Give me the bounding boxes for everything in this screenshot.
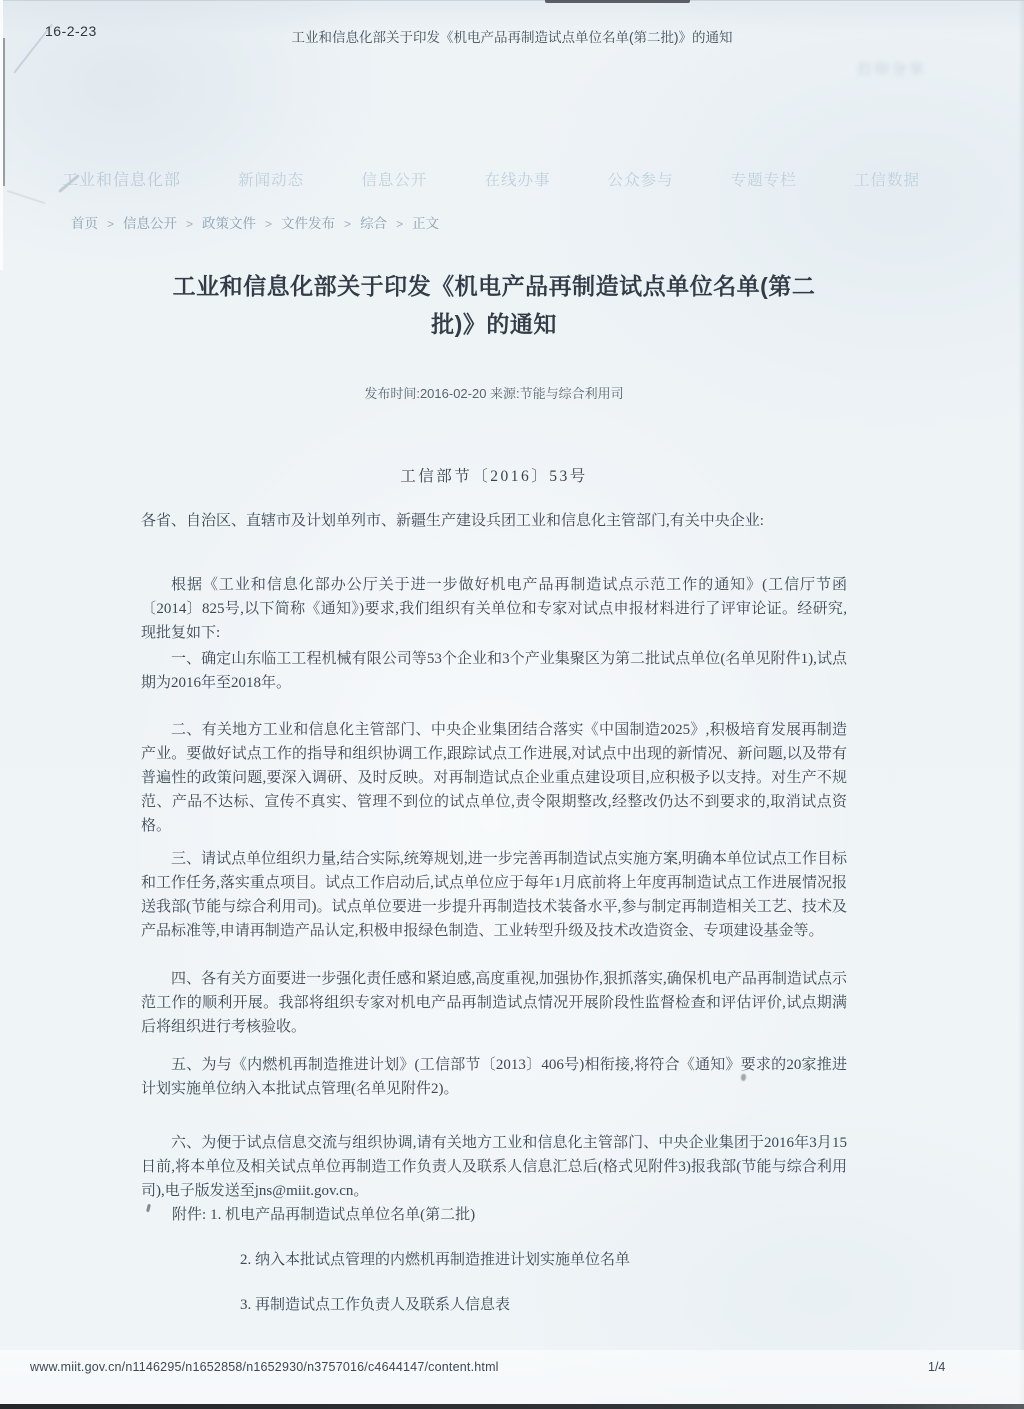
breadcrumb-separator: > [396,217,404,231]
attachments-list [141,1203,847,1317]
scan-right-edge-shadow [1018,0,1024,1409]
print-date: 16-2-23 [45,23,97,39]
scan-left-edge-line [3,38,5,186]
print-header-title: 工业和信息化部关于印发《机电产品再制造试点单位名单(第二批)》的通知 [291,30,733,45]
breadcrumb-info-disclosure[interactable]: 信息公开 [123,216,178,231]
nav-item-miit-data[interactable]: 工信数据 [853,172,920,189]
nav-item-news[interactable]: 新闻动态 [238,172,305,189]
paragraph-item-2: 二、有关地方工业和信息化主管部门、中央企业集团结合落实《中国制造2025》,积极培育发展再制造产业。要做好试点工作的指导和组织协调工作,跟踪试点工作进展,对试点中出现的新情况、新问题,以及带有普遍性的政策问题,要深入调研、及时反映。对再制造试点企业重点建设项目,应积极予以支持。对生产不规范、产品不达标、宣传不真实、管理不到位的试点单位,责令限期整改,经整改仍达不到要求的,取消试点资格。 [141,722,847,834]
breadcrumb-separator: > [186,217,194,231]
breadcrumb-home[interactable]: 首页 [71,216,98,231]
paragraph-item-6: 六、为便于试点信息交流与组织协调,请有关地方工业和信息化主管部门、中央企业集团于2016年3月15日前,将本单位及相关试点单位再制造工作负责人及联系人信息汇总后(格式见附件3)报我部(节能与综合利用司),电子版发送至jns@miit.gov.cn。 [141,1135,847,1199]
scan-crease-mark [7,190,46,204]
article-meta: 发布时间:2016-02-20 来源:节能与综合利用司 [364,386,624,401]
nav-item-special-columns[interactable]: 专题专栏 [730,172,797,189]
document-number: 工信部节〔2016〕53号 [400,468,588,485]
nav-item-info-disclosure[interactable]: 信息公开 [361,172,428,189]
attachment-item-2: 2. 纳入本批试点管理的内燃机再制造推进计划实施单位名单 [240,1252,631,1268]
print-footer-url: www.miit.gov.cn/n1146295/n1652858/n1652930/n3757016/c4644147/content.html [30,1360,499,1374]
print-footer-band [0,1350,1024,1404]
nav-item-online-services[interactable]: 在线办事 [484,172,551,189]
breadcrumb-general[interactable]: 综合 [360,216,388,231]
breadcrumb-separator: > [107,217,115,231]
paragraph-item-5: 五、为与《内燃机再制造推进计划》(工信部节〔2013〕406号)相衔接,将符合《通知》要求的20家推进计划实施单位纳入本批试点管理(名单见附件2)。 [141,1057,847,1097]
nav-item-public-participation[interactable]: 公众参与 [607,172,674,189]
faint-toolbar-stamp: 打印分享 [858,61,926,77]
breadcrumb-document-release[interactable]: 文件发布 [281,216,336,231]
attachment-line-1 [141,1203,847,1227]
salutation-line: 各省、自治区、直辖市及计划单列市、新疆生产建设兵团工业和信息化主管部门,有关中央企业: [141,513,764,529]
attachment-item-1: 1. 机电产品再制造试点单位名单(第二批) [210,1207,476,1223]
breadcrumb-policy-documents[interactable]: 政策文件 [202,216,257,231]
paragraph-item-4: 四、各有关方面要进一步强化责任感和紧迫感,高度重视,加强协作,狠抓落实,确保机电产品再制造试点示范工作的顺利开展。我部将组织专家对机电产品再制造试点情况开展阶段性监督检查和评估评价,试点期满后将组织进行考核验收。 [141,971,847,1035]
attachment-item-3: 3. 再制造试点工作负责人及联系人信息表 [240,1297,511,1313]
paragraph-basis: 根据《工业和信息化部办公厅关于进一步做好机电产品再制造试点示范工作的通知》(工信厅节函〔2014〕825号,以下简称《通知》)要求,我们组织有关单位和专家对试点申报材料进行了评审论证。经研究,现批复如下: [141,577,847,641]
article-body [141,0,847,1409]
paragraph-item-1: 一、确定山东临工工程机械有限公司等53个企业和3个产业集聚区为第二批试点单位(名单见附件1),试点期为2016年至2018年。 [141,651,847,691]
article-title: 工业和信息化部关于印发《机电产品再制造试点单位名单(第二批)》的通知 [172,273,816,337]
print-page-indicator: 1/4 [928,1360,946,1374]
nav-item-home-brand[interactable]: 工业和信息化部 [62,172,182,189]
breadcrumb-separator: > [344,217,352,231]
attachments-label: 附件: [172,1207,207,1223]
breadcrumb-separator: > [265,217,273,231]
breadcrumb-current-article: 正文 [412,216,440,231]
paragraph-item-3: 三、请试点单位组织力量,结合实际,统筹规划,进一步完善再制造试点实施方案,明确本单位试点工作目标和工作任务,落实重点项目。试点工作启动后,试点单位应于每年1月底前将上年度再制造试点工作进展情况报送我部(节能与综合利用司)。试点单位要进一步提升再制造技术装备水平,参与制定再制造相关工艺、技术及产品标准等,申请再制造产品认定,积极申报绿色制造、工业转型升级及技术改造资金、专项建设基金等。 [141,851,847,939]
